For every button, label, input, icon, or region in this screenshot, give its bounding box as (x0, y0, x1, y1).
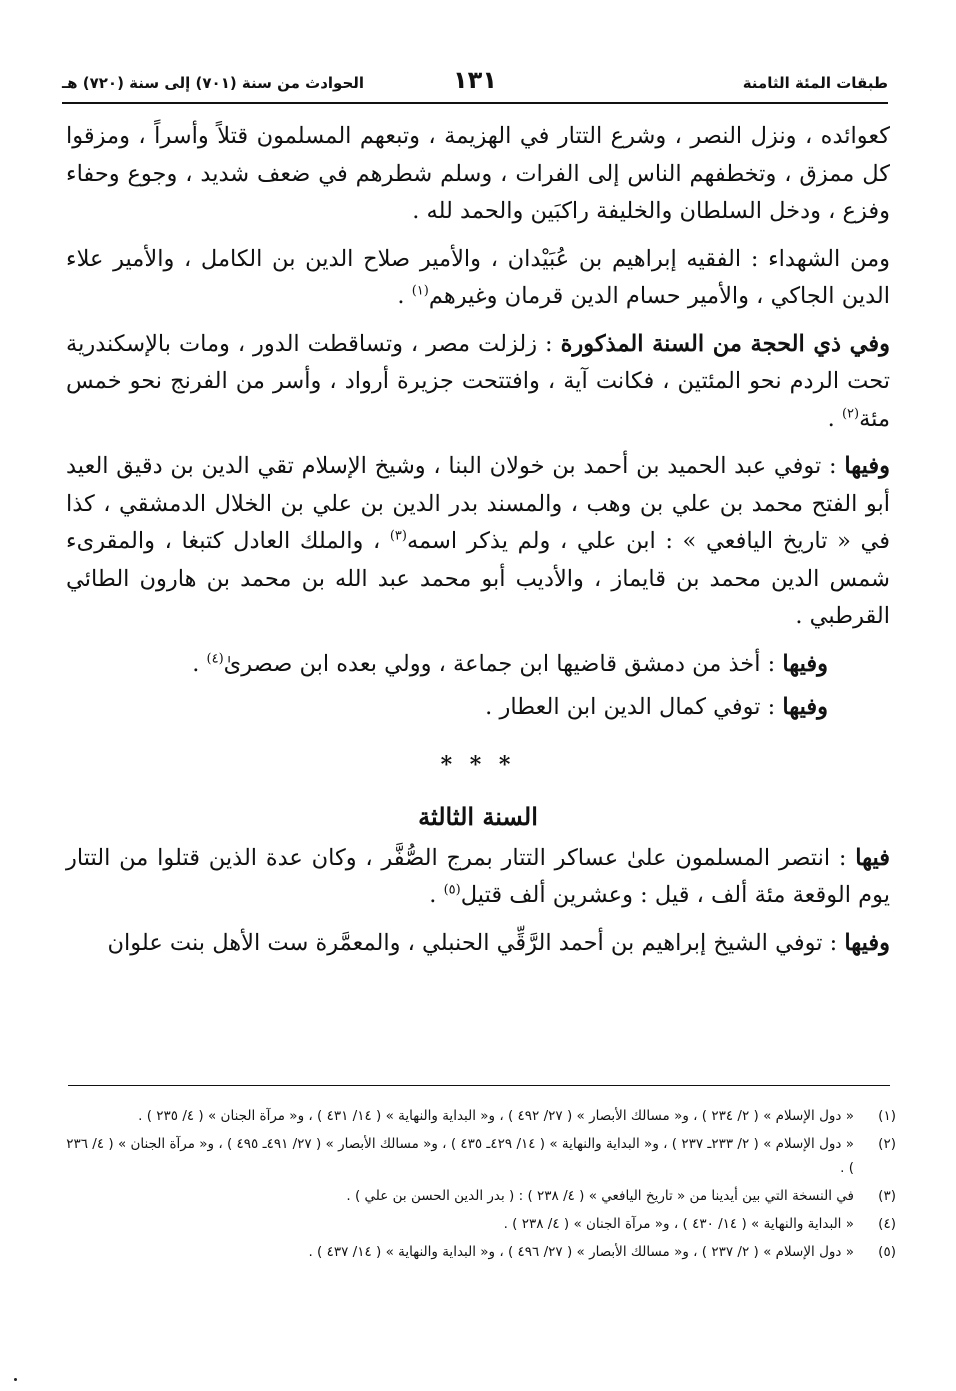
footnote-number: (٤) (878, 1216, 896, 1232)
footnote-number: (٥) (878, 1244, 896, 1260)
paragraph: وفيها : توفي كمال الدين ابن العطار . (485, 694, 828, 720)
paragraph-lead: وفيها (782, 650, 828, 677)
scan-speck (14, 1378, 17, 1381)
paragraph: ومن الشهداء : الفقيه إبراهيم بن عُبَيْدان ، والأمير صلاح الدين بن الكامل ، والأمير علاء الدين الجاكي ، والأمير حسام الدين قرمان وغيرهم$^{(١)}$ . (66, 245, 890, 309)
footnote (62, 1184, 896, 1208)
footnote-separator (68, 1085, 890, 1086)
footnote-number: (٣) (878, 1188, 896, 1204)
paragraph-lead: فيها (855, 844, 890, 871)
page-number: ١٣١ (453, 66, 497, 94)
footnote (62, 1104, 896, 1128)
footnote-text: « البداية والنهاية » ( ١٤/ ٤٣٠ ) ، و« مرآة الجنان » ( ٤/ ٢٣٨ ) . (503, 1216, 854, 1232)
footnote-text: « دول الإسلام » ( ٢/ ٢٣٧ ) ، و« مسالك الأبصار » ( ٢٧/ ٤٩٦ ) ، و« البداية والنهاية » ( ١٤/ ٤٣٧ ) . (308, 1244, 854, 1260)
footnote-text: « دول الإسلام » ( ٢/ ٢٣٤ ) ، و« مسالك الأبصار » ( ٢٧/ ٤٩٢ ) ، و« البداية والنهاية » ( ١٤/ ٤٣١ ) ، و« مرآة الجنان » ( ٤/ ٢٣٥ ) . (138, 1108, 854, 1124)
paragraph: وفيها : توفي عبد الحميد بن أحمد بن خولان البنا ، وشيخ الإسلام تقي الدين بن دقيق العيد أبو الفتح محمد بن علي بن وهب ، والمسند بدر الدين بن علي بن الخلال الدمشقي ، كذا في « تاريخ اليافعي » : ابن علي ، ولم يذكر اسمه$^{(٣)}$ ، والملك العادل كتبغا ، والمقرىء شمس الدين محمد بن قايماز ، والأديب أبو محمد عبد الله بن محمد بن هارون الطائي القرطبي . (66, 453, 891, 629)
paragraph: كعوائده ، ونزل النصر ، وشرع التتار في الهزيمة ، وتبعهم المسلمون قتلاً وأسراً ، ومزقوا كل ممزق ، وتخطفهم الناس إلى الفرات ، وسلم شطرهم في ضعف شديد ، وجوع وحفاء وفزع ، ودخل السلطان والخليفة راكبَين والحمد لله . (66, 123, 890, 224)
paragraph: وفيها : توفي الشيخ إبراهيم بن أحمد الرَّقِّي الحنبلي ، والمعمَّرة ست الأهل بنت علوان (107, 929, 890, 956)
events-range: الحوادث من سنة (٧٠١) إلى سنة (٧٢٠) هـ (62, 74, 365, 92)
footnotes (62, 1104, 896, 1268)
paragraph-lead: وفي ذي الحجة من السنة المذكورة (560, 330, 890, 357)
footnote-text: في النسخة التي بين أيدينا من « تاريخ اليافعي » ( ٤/ ٢٣٨ ) : ( بدر الدين الحسن بن علي ) . (346, 1188, 854, 1204)
main-text (66, 118, 890, 972)
paragraph-lead: وفيها (782, 694, 828, 720)
book-title: طبقات المئة الثامنة (742, 74, 888, 92)
footnote (62, 1212, 896, 1236)
paragraph-lead: وفيها (844, 929, 890, 956)
footnote-number: (٢) (878, 1136, 896, 1152)
footnote-text: « دول الإسلام » ( ٢/ ٢٣٣ـ ٢٣٧ ) ، و« البداية والنهاية » ( ١٤/ ٤٢٩ـ ٤٣٥ ) ، و« مسالك الأبصار » ( ٢٧/ ٤٩١ـ ٤٩٥ ) ، و« مرآة الجنان » ( ٤/ ٢٣٦ ) . (66, 1136, 854, 1176)
footnote-ref: (٣) (389, 528, 407, 544)
footnote-number: (١) (878, 1108, 896, 1124)
footnote-ref: (٥) (443, 882, 461, 898)
footnote-ref: (١) (411, 283, 429, 299)
section-divider: * * * (440, 751, 516, 778)
footnote-ref: (٢) (841, 406, 860, 421)
paragraph-lead: وفيها (844, 453, 890, 479)
running-header (62, 62, 888, 104)
paragraph: وفيها : أخذ من دمشق قاضيها ابن جماعة ، وولي بعده ابن صصرىٰ$^{(٤)}$ . (192, 650, 828, 677)
footnote-ref: (٤) (206, 651, 224, 666)
footnote (62, 1240, 896, 1264)
paragraph: فيها : انتصر المسلمون علىٰ عساكر التتار بمرج الصُّفَّر ، وكان عدة الذين قتلوا من التتار يوم الوقعة مئة ألف ، قيل : وعشرين ألف قتيل$^{(٥)}$ . (66, 844, 890, 908)
paragraph: وفي ذي الحجة من السنة المذكورة : زلزلت مصر ، وتساقطت الدور ، ومات بالإسكندرية تحت الردم نحو المئتين ، فكانت آية ، وافتتحت جزيرة أرواد ، وأسر من الفرنج نحو خمس مئة$^{(٢)}$ . (66, 330, 890, 432)
footnote (62, 1132, 896, 1180)
section-title: السنة الثالثة (418, 802, 538, 831)
